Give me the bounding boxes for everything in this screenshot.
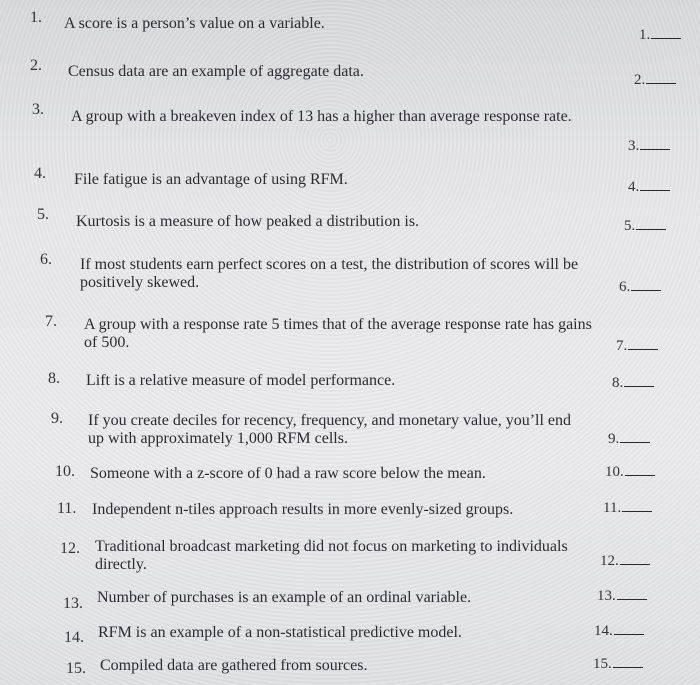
question-number: 8. xyxy=(48,370,60,387)
question-number: 5. xyxy=(37,206,49,223)
question-text: File fatigue is an advantage of using RFM. xyxy=(74,171,348,188)
answer-line xyxy=(620,550,650,565)
question-text: A group with a response rate 5 times that of the average response rate has gains of 500. xyxy=(84,316,592,351)
question-text: A group with a breakeven index of 13 has a higher than average response rate. xyxy=(71,108,572,125)
answer-blank[interactable]: 10. xyxy=(605,461,655,481)
answer-line xyxy=(622,497,652,512)
question-number: 7. xyxy=(45,313,57,330)
answer-line xyxy=(628,335,658,350)
question-number: 14. xyxy=(64,629,84,646)
answer-line xyxy=(614,620,644,635)
answer-blank[interactable]: 14. xyxy=(594,620,644,640)
answer-line xyxy=(640,176,670,191)
question-text: Lift is a relative measure of model performance. xyxy=(86,372,396,389)
question-text: Number of purchases is an example of an ordinal variable. xyxy=(97,589,472,606)
question-text: Someone with a z-score of 0 had a raw score below the mean. xyxy=(90,465,486,482)
question-text: Traditional broadcast marketing did not focus on marketing to individuals directly. xyxy=(95,538,568,573)
question-number: 1. xyxy=(30,9,42,26)
answer-blank[interactable]: 12. xyxy=(600,550,650,570)
answer-blank[interactable]: 7. xyxy=(616,335,658,355)
answer-blank[interactable]: 9. xyxy=(608,428,650,448)
question-number: 15. xyxy=(66,660,86,677)
question-number: 13. xyxy=(63,595,83,612)
question-text: A score is a person’s value on a variable. xyxy=(64,15,325,32)
question-number: 3. xyxy=(32,101,44,118)
answer-blank[interactable]: 8. xyxy=(612,372,654,392)
question-text: RFM is an example of a non-statistical predictive model. xyxy=(98,624,462,641)
question-number: 10. xyxy=(55,463,75,480)
question-text: Census data are an example of aggregate data. xyxy=(68,63,364,80)
answer-line xyxy=(640,135,670,150)
answer-blank[interactable]: 5. xyxy=(624,215,666,235)
answer-blank[interactable]: 11. xyxy=(603,497,652,517)
question-text: If you create deciles for recency, frequency, and monetary value, you’ll end up with approximately 1,000 RFM cells. xyxy=(88,412,572,447)
answer-blank[interactable]: 15. xyxy=(593,653,643,673)
question-text: Compiled data are gathered from sources. xyxy=(100,657,368,674)
answer-blank[interactable]: 13. xyxy=(597,585,647,605)
answer-line xyxy=(631,276,661,291)
answer-line xyxy=(613,653,643,668)
question-text: If most students earn perfect scores on a test, the distribution of scores will be positively skewed. xyxy=(80,256,579,291)
question-text: Kurtosis is a measure of how peaked a distribution is. xyxy=(76,213,420,230)
question-number: 11. xyxy=(57,500,77,517)
question-number: 2. xyxy=(30,57,42,74)
question-number: 12. xyxy=(60,540,80,557)
answer-blank[interactable]: 1. xyxy=(639,24,681,44)
answer-line xyxy=(625,461,655,476)
question-text: Independent n-tiles approach results in more evenly-sized groups. xyxy=(92,501,514,518)
answer-blank[interactable]: 3. xyxy=(628,135,670,155)
question-number: 9. xyxy=(51,410,63,427)
answer-blank[interactable]: 4. xyxy=(628,176,670,196)
answer-line xyxy=(620,428,650,443)
answer-line xyxy=(624,372,654,387)
answer-blank[interactable]: 6. xyxy=(619,276,661,296)
answer-line xyxy=(651,24,681,39)
question-number: 4. xyxy=(34,165,46,182)
answer-blank[interactable]: 2. xyxy=(634,69,676,89)
answer-line xyxy=(617,585,647,600)
question-number: 6. xyxy=(40,251,52,268)
answer-line xyxy=(646,69,676,84)
answer-line xyxy=(636,215,666,230)
